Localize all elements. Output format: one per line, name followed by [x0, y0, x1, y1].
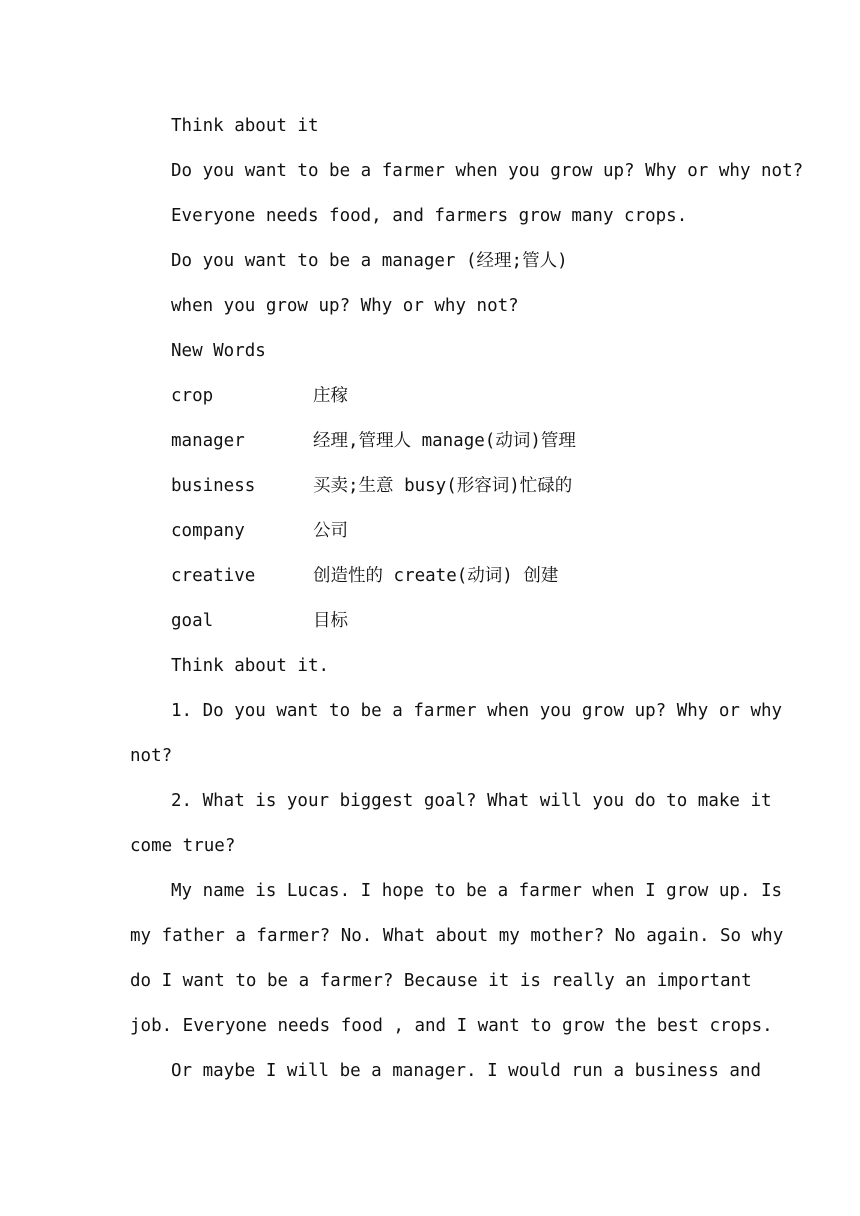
vocab-definition: 经理,管理人 manage(动词)管理 — [313, 431, 576, 451]
passage-p1-line-2: my father a farmer? No. What about my mother? No again. So why — [130, 926, 784, 946]
intro-heading: Think about it — [171, 116, 319, 136]
think-heading: Think about it. — [171, 656, 330, 676]
document-page — [130, 104, 804, 1094]
think-question-2-line-1: 2. What is your biggest goal? What will you do to make it — [171, 791, 772, 811]
think-question-1-line-2: not? — [130, 746, 173, 766]
passage-p1-line-4: job. Everyone needs food , and I want to grow the best crops. — [130, 1016, 773, 1036]
intro-question-2-line-1: Do you want to be a manager (经理;管人) — [171, 251, 568, 271]
vocab-word: crop — [171, 386, 214, 406]
vocab-word: manager — [171, 431, 245, 451]
vocab-definition: 公司 — [313, 521, 348, 541]
intro-question-2-line-2: when you grow up? Why or why not? — [171, 296, 519, 316]
intro-answer-1: Everyone needs food, and farmers grow many crops. — [171, 206, 688, 226]
vocab-word: goal — [171, 611, 214, 631]
vocab-row-business — [130, 464, 730, 509]
vocab-definition: 买卖;生意 busy(形容词)忙碌的 — [313, 476, 573, 496]
intro-question-1: Do you want to be a farmer when you grow up? Why or why not? — [171, 161, 804, 181]
vocab-word: business — [171, 476, 256, 496]
passage-p1-line-1: My name is Lucas. I hope to be a farmer when I grow up. Is — [171, 881, 783, 901]
passage-p1-line-3: do I want to be a farmer? Because it is really an important — [130, 971, 752, 991]
vocab-row-company — [130, 509, 730, 554]
vocab-definition: 目标 — [313, 611, 348, 631]
vocab-word: creative — [171, 566, 256, 586]
vocab-row-goal — [130, 599, 730, 644]
vocab-definition: 创造性的 create(动词) 创建 — [313, 566, 559, 586]
think-question-1-line-1: 1. Do you want to be a farmer when you grow up? Why or why — [171, 701, 783, 721]
vocab-row-crop — [130, 374, 730, 419]
think-question-2-line-2: come true? — [130, 836, 236, 856]
vocab-word: company — [171, 521, 245, 541]
new-words-heading: New Words — [171, 341, 266, 361]
vocab-row-creative — [130, 554, 730, 599]
vocab-definition: 庄稼 — [313, 386, 348, 406]
passage-p2-line-1: Or maybe I will be a manager. I would run a business and — [171, 1061, 762, 1081]
vocab-row-manager — [130, 419, 730, 464]
